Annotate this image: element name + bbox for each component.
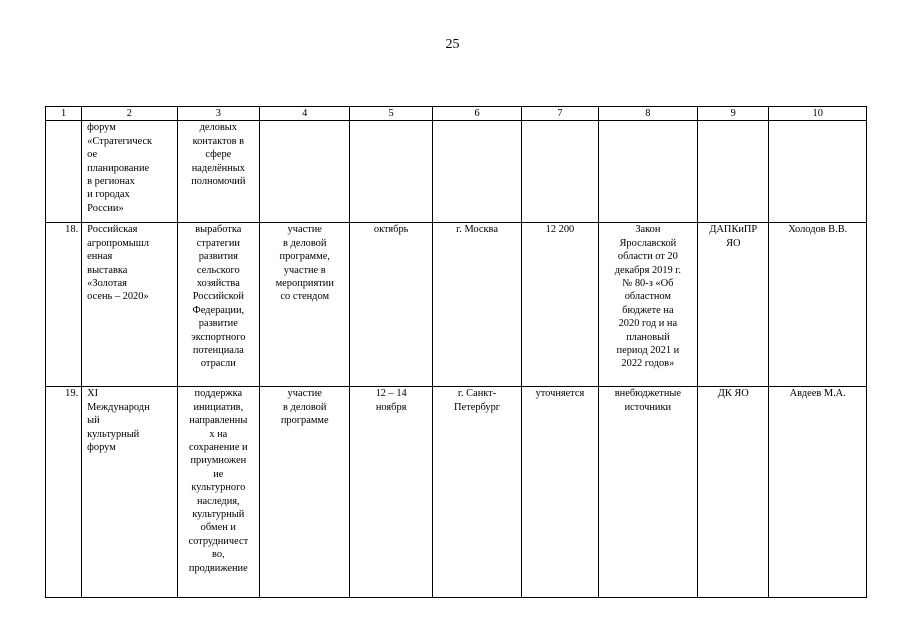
amount-cell	[522, 121, 598, 223]
cell-line: плановый	[626, 331, 670, 343]
cell-line: ый	[87, 415, 100, 427]
cell-line: сельского	[196, 264, 240, 276]
event-name-cell	[82, 223, 177, 387]
cell-line: октябрь	[373, 224, 409, 236]
cell-line: декабря 2019 г.	[614, 264, 682, 276]
responsible-org-cell	[698, 121, 769, 223]
cell-line: осень – 2020»	[87, 291, 149, 303]
cell-line: обмен и	[200, 522, 236, 534]
cell-line: Холодов В.В.	[788, 224, 848, 236]
goal-cell	[177, 121, 259, 223]
cell-line: области от 20	[617, 251, 678, 263]
cell-line: источники	[624, 401, 672, 413]
dates-cell	[350, 223, 432, 387]
cell-line: 12 – 14	[375, 388, 407, 400]
cell-line: «Золотая	[87, 278, 127, 290]
cell-line: участие	[287, 388, 322, 400]
funding-source-cell	[598, 387, 697, 598]
funding-source-cell	[598, 223, 697, 387]
amount-cell	[522, 387, 598, 598]
cell-line: инициатив,	[193, 401, 244, 413]
cell-line: участие	[287, 224, 322, 236]
cell-line: во,	[212, 549, 225, 561]
row-number-cell: 18.	[46, 223, 82, 387]
cell-line: в регионах	[87, 176, 135, 188]
cell-line: сохранение и	[189, 442, 248, 454]
cell-line: енная	[87, 251, 113, 263]
cell-line: Российской	[192, 291, 244, 303]
row-number-cell: 19.	[46, 387, 82, 598]
cell-line: программе,	[279, 251, 330, 263]
cell-line: Российская	[87, 224, 138, 236]
column-header: 3	[177, 107, 259, 121]
place-cell	[432, 223, 521, 387]
cell-line: внебюджетные	[614, 388, 681, 400]
cell-line: Закон	[635, 224, 661, 236]
cell-line: Петербург	[454, 401, 501, 413]
column-header: 1	[46, 107, 82, 121]
place-cell	[432, 121, 521, 223]
cell-line: и городах	[87, 189, 130, 201]
cell-line: наделённых	[191, 162, 245, 174]
cell-line: выработка	[195, 224, 242, 236]
column-header: 8	[598, 107, 697, 121]
cell-line: 2020 год и на	[618, 318, 678, 330]
cell-line: форум	[87, 122, 116, 134]
responsible-person-cell	[769, 121, 867, 223]
column-header: 9	[698, 107, 769, 121]
responsible-org-cell	[698, 223, 769, 387]
responsible-person-cell	[769, 387, 867, 598]
cell-line: со стендом	[280, 291, 330, 303]
cell-line: ноября	[375, 401, 407, 413]
cell-line: России»	[87, 202, 124, 214]
table-row	[46, 387, 867, 598]
column-header: 6	[432, 107, 521, 121]
column-header: 10	[769, 107, 867, 121]
participation-format-cell	[260, 223, 350, 387]
cell-line: поддержка	[194, 388, 243, 400]
cell-line: продвижение	[188, 562, 248, 574]
cell-line: бюджете на	[622, 304, 674, 316]
column-header: 5	[350, 107, 432, 121]
cell-line: развития	[198, 251, 238, 263]
page-number: 25	[445, 37, 460, 52]
cell-line: «Стратегическ	[87, 135, 153, 147]
dates-cell	[350, 121, 432, 223]
funding-source-cell	[598, 121, 697, 223]
cell-line: выставка	[87, 264, 128, 276]
cell-line: ое	[87, 149, 98, 161]
cell-line: Международн	[87, 401, 150, 413]
cell-line: отрасли	[200, 358, 236, 370]
cell-line: развитие	[198, 318, 238, 330]
cell-line: ДК ЯО	[717, 388, 749, 400]
cell-line: приумножен	[190, 455, 247, 467]
place-cell	[432, 387, 521, 598]
cell-line: х на	[209, 428, 228, 440]
cell-line: полномочий	[191, 176, 246, 188]
cell-line: наследия,	[196, 495, 240, 507]
cell-line: ие	[213, 468, 224, 480]
cell-line: деловых	[199, 122, 237, 134]
cell-line: № 80-з «Об	[622, 278, 674, 290]
cell-line: сфере	[205, 149, 232, 161]
events-table	[45, 106, 867, 598]
participation-format-cell	[260, 387, 350, 598]
cell-line: 12 200	[545, 224, 575, 236]
table-row	[46, 223, 867, 387]
cell-line: ДАПКиПР	[709, 224, 758, 236]
cell-line: контактов в	[192, 135, 245, 147]
cell-line: направленны	[189, 415, 248, 427]
goal-cell	[177, 223, 259, 387]
cell-line: XI	[87, 388, 99, 400]
cell-line: планирование	[87, 162, 150, 174]
cell-line: Авдеев М.А.	[789, 388, 846, 400]
cell-line: агропромышл	[87, 237, 149, 249]
cell-line: в деловой	[283, 237, 327, 249]
cell-line: культурного	[191, 482, 246, 494]
cell-line: стратегии	[196, 237, 240, 249]
cell-line: экспортного	[191, 331, 246, 343]
cell-line: мероприятии	[275, 278, 334, 290]
dates-cell	[350, 387, 432, 598]
cell-line: участие в	[283, 264, 326, 276]
event-name-cell	[82, 121, 177, 223]
cell-line: областном	[624, 291, 672, 303]
table-row	[46, 121, 867, 223]
cell-line: культурный	[87, 428, 140, 440]
cell-line: потенциала	[192, 345, 244, 357]
cell-line: Федерации,	[192, 304, 245, 316]
table-header-row	[46, 107, 867, 121]
cell-line: Ярославской	[619, 237, 677, 249]
cell-line: период 2021 и	[616, 345, 680, 357]
cell-line: в деловой	[283, 401, 327, 413]
cell-line: уточняется	[535, 388, 585, 400]
cell-line: форум	[87, 442, 116, 454]
cell-line: ЯО	[726, 237, 741, 249]
cell-line: 2022 годов»	[621, 358, 675, 370]
cell-line: г. Москва	[456, 224, 498, 236]
cell-line: г. Санкт-	[457, 388, 497, 400]
participation-format-cell	[260, 121, 350, 223]
cell-line: культурный	[192, 509, 245, 521]
responsible-person-cell	[769, 223, 867, 387]
column-header: 2	[82, 107, 177, 121]
cell-line: программе	[280, 415, 329, 427]
column-header: 4	[260, 107, 350, 121]
amount-cell	[522, 223, 598, 387]
row-number-cell	[46, 121, 82, 223]
cell-line: сотрудничест	[188, 535, 249, 547]
cell-line: хозяйства	[196, 278, 240, 290]
column-header: 7	[522, 107, 598, 121]
goal-cell	[177, 387, 259, 598]
responsible-org-cell	[698, 387, 769, 598]
event-name-cell	[82, 387, 177, 598]
